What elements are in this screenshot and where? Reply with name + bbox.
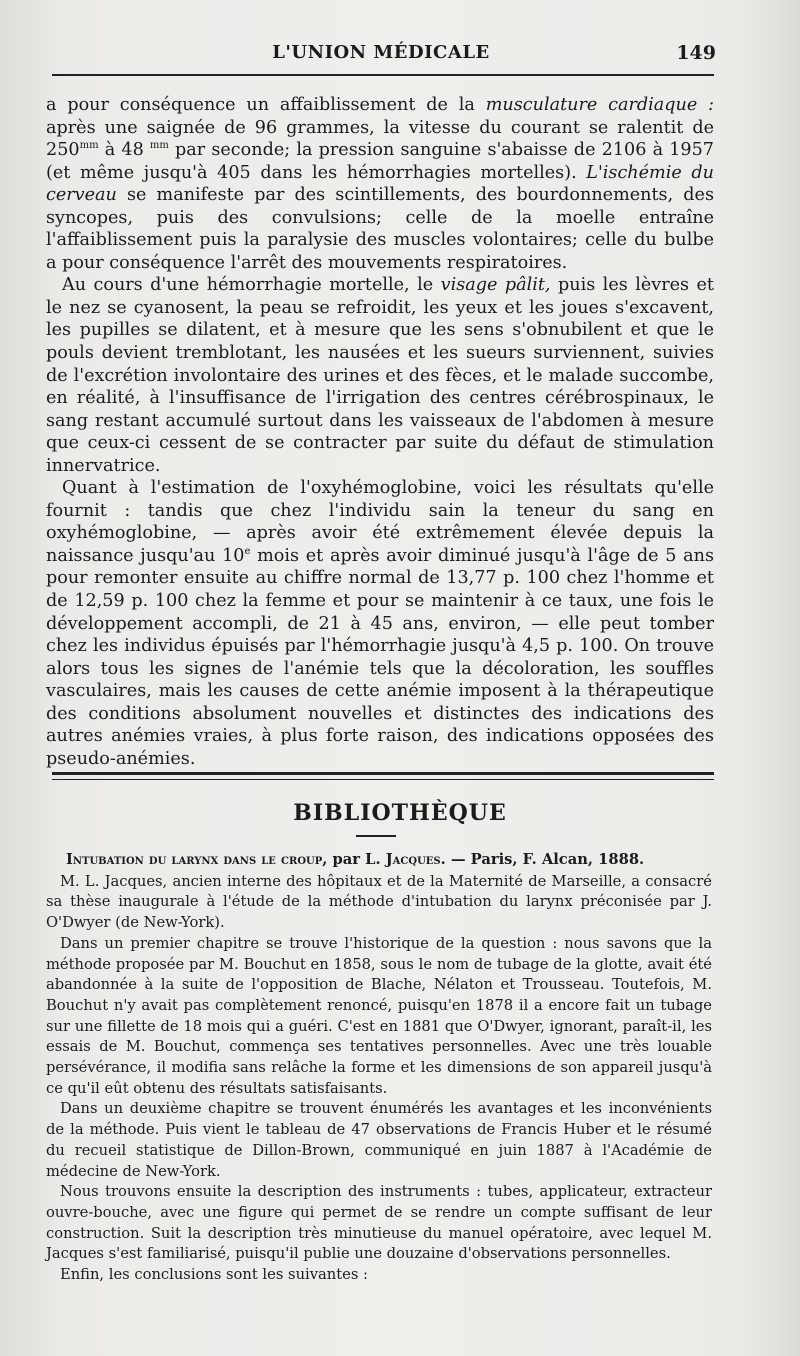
review-paragraph: Dans un premier chapitre se trouve l'historique de la question : nous savons que la méthode proposée par M. Bouchut en 1858, sous le nom de tubage de la glotte, avait été abandonnée à la suite de l'opposition de Blache, Nélaton et Trousseau. Toutefois, M. Bouchut n'y avait pas complètement renoncé, puisqu'en 1878 il a encore fait un tubage sur une fillette de 18 mois qui a guéri. C'est en 1881 que O'Dwyer, ignorant, paraît-il, les essais de M. Bouchut, commença ses tentatives personnelles. Avec une très louable persévérance, il modifia sans relâche la forme et les dimensions de son appareil jusqu'à ce qu'il eût obtenu des résultats satisfaisants.: [46, 934, 712, 1097]
review-paragraph: Enfin, les conclusions sont les suivantes :: [60, 1266, 368, 1284]
article-paragraph-1: a pour conséquence un affaiblissement de la musculature cardiaque : après une saignée de 96 grammes, la vitesse du courant se ralentit de $250^{mm}$ à 48 $^{mm}$ par seconde; la pression sanguine s'abaisse de 2106 à 1957 (et même jusqu'à 405 dans les hémorrhagies mortelles). L'ischémie du cerveau se manifeste par des scintillements, des bourdonnements, des syncopes, puis des convulsions; celle de la moelle entraîne l'affaiblissement puis la paralysie des muscles volontaires; celle du bulbe a pour conséquence l'arrêt des mouvements respiratoires.: [46, 95, 714, 273]
section-title: BIBLIOTHÈQUE: [293, 800, 507, 826]
running-header: [46, 42, 716, 68]
review-paragraph: Dans un deuxième chapitre se trouvent énumérés les avantages et les inconvénients de la méthode. Puis vient le tableau de 47 observations de Francis Huber et le résumé du recueil statistique de Dillon-Brown, communiqué en juin 1887 à l'Académie de médecine de New-York.: [46, 1100, 712, 1180]
page-number: 149: [676, 42, 716, 64]
review-paragraph: Nous trouvons ensuite la description des instruments : tubes, applicateur, extracteur ouvre-bouche, avec une figure qui permet de se rendre un compte suffisant de leur construction. Suit la description très minutieuse du manuel opératoire, avec lequel M. Jacques s'est familiarisé, puisqu'il publie une douzaine d'observations personnelles.: [46, 1183, 712, 1263]
section-title-rule: [356, 835, 396, 837]
review-paragraph: M. L. Jacques, ancien interne des hôpitaux et de la Maternité de Marseille, a consacré sa thèse inaugurale à l'étude de la méthode d'intubation du larynx préconisée par J. O'Dwyer (de New-York).: [46, 872, 712, 932]
article-paragraph-3: Quant à l'estimation de l'oxyhémoglobine, voici les résultats qu'elle fournit : tandis que chez l'individu sain la teneur du sang en oxyhémoglobine, — après avoir été extrêmement élevée depuis la naissance jusqu'au 10e mois et après avoir diminué jusqu'à l'âge de 5 ans pour remonter ensuite au chiffre normal de 13,77 p. 100 chez l'homme et de 12,59 p. 100 chez la femme et pour se maintenir à ce taux, une fois le développement accompli, de 21 à 45 ans, environ, — elle peut tomber chez les individus épuisés par l'hémorrhagie jusqu'à 4,5 p. 100. On trouve alors tous les signes de l'anémie tels que la décoloration, les souffles vasculaires, mais les causes de cette anémie imposent à la thérapeutique des conditions absolument nouvelles et distinctes des indications des autres anémies vraies, à plus forte raison, des indications opposées des pseudo-anémies.: [46, 478, 714, 769]
article-paragraph-2: Au cours d'une hémorrhagie mortelle, le visage pâlit, puis les lèvres et le nez se cyanosent, la peau se refroidit, les yeux et les joues s'excavent, les pupilles se dilatent, et à mesure que les sens s'obnubilent et que le pouls devient tremblotant, les nausées et les sueurs surviennent, suivies de l'excrétion involontaire des urines et des fèces, et le malade succombe, en réalité, à l'insuffisance de l'irrigation des centres cérébrospinaux, le sang restant accumulé surtout dans les vaisseaux de l'abdomen à mesure que ceux-ci cessent de se contracter par suite du défaut de stimulation innervatrice.: [46, 275, 714, 476]
section-rule-top: [52, 772, 714, 775]
review-body: [46, 850, 712, 1286]
header-rule: [52, 74, 714, 76]
journal-title: L'UNION MÉDICALE: [272, 42, 490, 63]
section-rule-bottom: [52, 779, 714, 780]
book-reference: Intubation du larynx dans le croup, par L. Jacques. — Paris, F. Alcan, 1888.: [66, 851, 645, 868]
article-body: [46, 94, 714, 770]
